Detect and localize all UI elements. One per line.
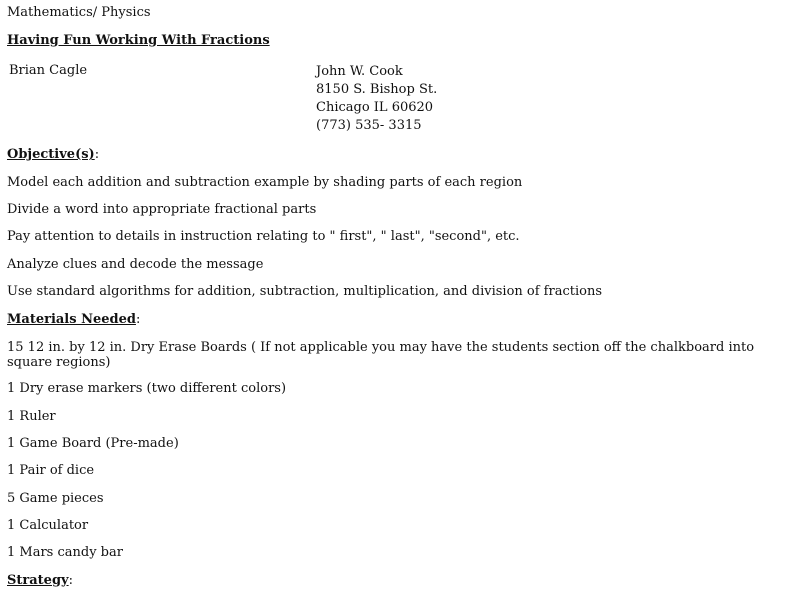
objective-item: Use standard algorithms for addition, subtraction, multiplication, and division of fractions (7, 284, 602, 299)
material-item: 15 12 in. by 12 in. Dry Erase Boards ( If not applicable you may have the students section off the chalkboard into square regions) (7, 340, 755, 370)
objective-item: Pay attention to details in instruction relating to " first", " last", "second", etc. (7, 229, 520, 244)
objective-item: Model each addition and subtraction example by shading parts of each region (7, 175, 523, 190)
address-line: John W. Cook (316, 64, 403, 79)
objective-item: Analyze clues and decode the message (7, 257, 264, 272)
material-item: 1 Game Board (Pre-made) (7, 436, 179, 451)
objectives-heading: Objective(s): (7, 147, 100, 162)
strategy-heading: Strategy: (7, 573, 73, 588)
breadcrumb: Mathematics/ Physics (7, 5, 151, 20)
objective-item: Divide a word into appropriate fractional parts (7, 202, 317, 217)
material-item: 1 Mars candy bar (7, 545, 123, 560)
material-item: 5 Game pieces (7, 491, 104, 506)
page-title: Having Fun Working With Fractions (7, 33, 270, 48)
contact-address (316, 63, 437, 135)
material-item: 1 Calculator (7, 518, 89, 533)
objectives-heading-text: Objective(s) (7, 147, 95, 162)
materials-heading: Materials Needed: (7, 312, 141, 327)
address-line: (773) 535- 3315 (316, 118, 422, 133)
material-item: 1 Dry erase markers (two different colors) (7, 381, 287, 396)
strategy-heading-text: Strategy (7, 573, 69, 588)
address-line: Chicago IL 60620 (316, 100, 434, 115)
author-name: Brian Cagle (9, 63, 88, 78)
materials-heading-text: Materials Needed (7, 312, 136, 327)
material-item: 1 Ruler (7, 409, 56, 424)
material-item: 1 Pair of dice (7, 463, 95, 478)
address-line: 8150 S. Bishop St. (316, 82, 438, 97)
